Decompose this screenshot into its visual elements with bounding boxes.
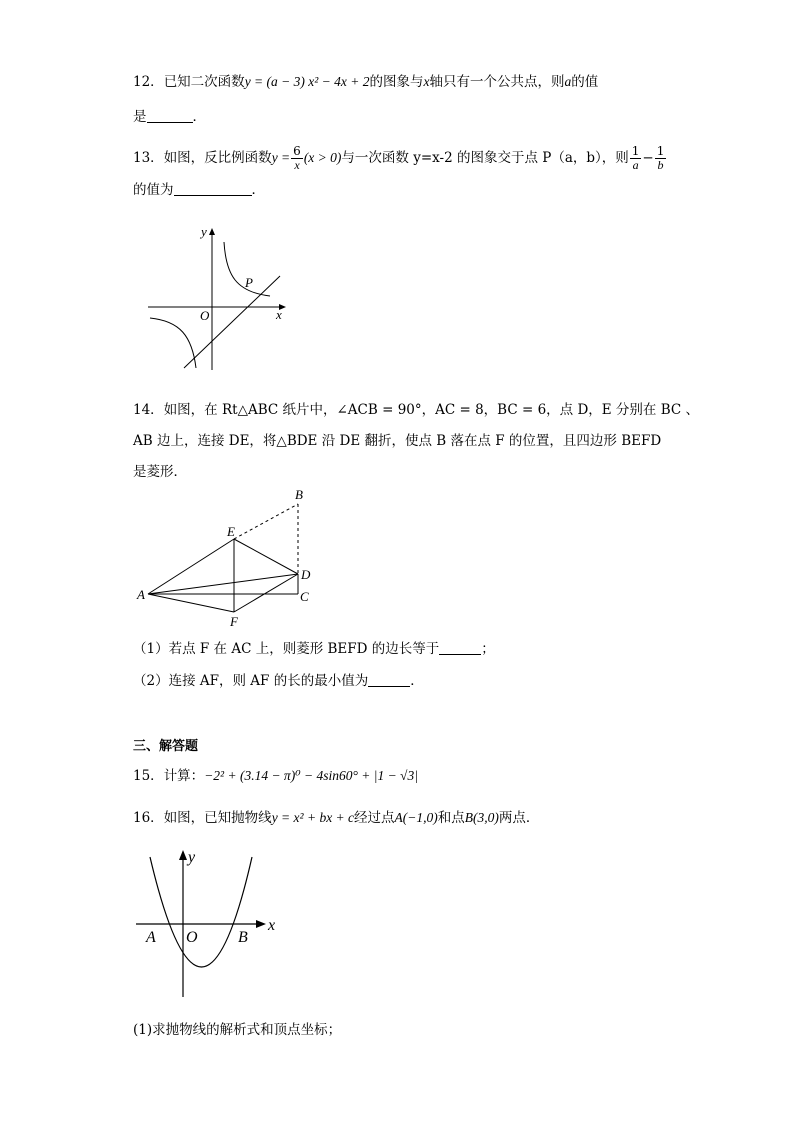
q16-label-a: A: [146, 929, 156, 946]
q14-label-d: D: [301, 567, 311, 582]
q16-sub1: (1)求抛物线的解析式和顶点坐标；: [133, 1022, 342, 1038]
q13-hyperbola-branch-left: [150, 318, 196, 368]
q12-formula: y = (a − 3) x² − 4x + 2: [244, 74, 370, 89]
q13-line2: 的值为 ．: [133, 182, 265, 198]
q13-label-y: y: [201, 224, 207, 239]
q14-label-a: A: [137, 587, 145, 602]
q14-label-c: C: [300, 589, 309, 604]
q12-line1: 12．已知二次函数y = (a − 3) x² − 4x + 2的图象与x轴只有一个公共点，则a的值: [133, 74, 599, 90]
q16-label-x: x: [268, 917, 276, 934]
q13-linear-function-line: [184, 276, 280, 368]
q13-label-p: P: [245, 275, 253, 290]
q15-line: 15．计算：−2² + (3.14 − π)⁰ − 4sin60° + |1 − √3|: [133, 768, 418, 784]
q14-figure: [134, 484, 324, 629]
q14-sub2: （2）连接 AF，则 AF 的长的最小值为 ．: [133, 673, 424, 689]
q12-line2: 是 ．: [133, 109, 206, 125]
q14-sub1: （1）若点 F 在 AC 上，则菱形 BEFD 的边长等于 ；: [133, 641, 495, 657]
q16-formula: y = x² + bx + c: [271, 810, 355, 825]
q13-answer-blank[interactable]: [174, 181, 252, 196]
q15-number: 15．: [133, 768, 164, 784]
q16-x-arrow-icon: [256, 920, 266, 928]
q14-segment-ed: [234, 539, 298, 574]
q14-line3: 是菱形．: [133, 464, 187, 480]
q13-label-x: x: [276, 307, 282, 322]
q15-formula: −2² + (3.14 − π)⁰ − 4sin60° + |1 − √3|: [204, 768, 418, 783]
q13-line1: 13．如图，反比例函数y = $\frac{6}{x}$ (x > 0)与一次函数 y=x-2 的图象交于点 P（a，b），则 $\frac{1}{a}$ − $\frac{1}{b}$: [133, 144, 665, 172]
q14-line2: AB 边上，连接 DE，将△BDE 沿 DE 翻折，使点 B 落在点 F 的位置，且四边形 BEFD: [133, 433, 662, 449]
q13-y-arrow-icon: [209, 228, 215, 235]
q16-parabola: [150, 857, 252, 967]
q16-number: 16．: [133, 810, 164, 826]
q14-label-f: F: [230, 614, 238, 629]
q14-label-b: B: [295, 487, 303, 502]
q14-segment-ae: [148, 539, 234, 594]
q13-number: 13．: [133, 150, 164, 166]
q14-segment-be: [234, 504, 298, 539]
q14-segment-af: [148, 594, 234, 612]
q16-label-b: B: [238, 929, 248, 946]
q14-segment-ad: [148, 574, 298, 594]
q12-number: 12．: [133, 74, 164, 90]
section-3-heading: 三、解答题: [133, 739, 199, 754]
q14-line1: 14．如图，在 Rt△ABC 纸片中，∠ACB = 90°，AC = 8，BC = 6，点 D，E 分别在 BC 、: [133, 402, 700, 418]
q13-fraction: $\frac{6}{x}$: [293, 144, 301, 172]
q13-figure: [140, 220, 300, 375]
q13-label-o: O: [200, 308, 210, 323]
q14-sub2-answer-blank[interactable]: [368, 672, 410, 687]
q16-line: 16．如图，已知抛物线y = x² + bx + c经过点A(−1,0)和点B(3,0)两点．: [133, 810, 540, 826]
q16-label-o: O: [186, 929, 198, 946]
q14-label-e: E: [227, 524, 235, 539]
q16-label-y: y: [188, 849, 196, 866]
q14-sub1-answer-blank[interactable]: [439, 640, 481, 655]
q16-y-arrow-icon: [179, 850, 187, 860]
q12-answer-blank[interactable]: [147, 108, 193, 123]
q16-figure: [132, 842, 292, 1002]
q14-segment-fd: [234, 574, 298, 612]
q14-number: 14．: [133, 402, 164, 418]
